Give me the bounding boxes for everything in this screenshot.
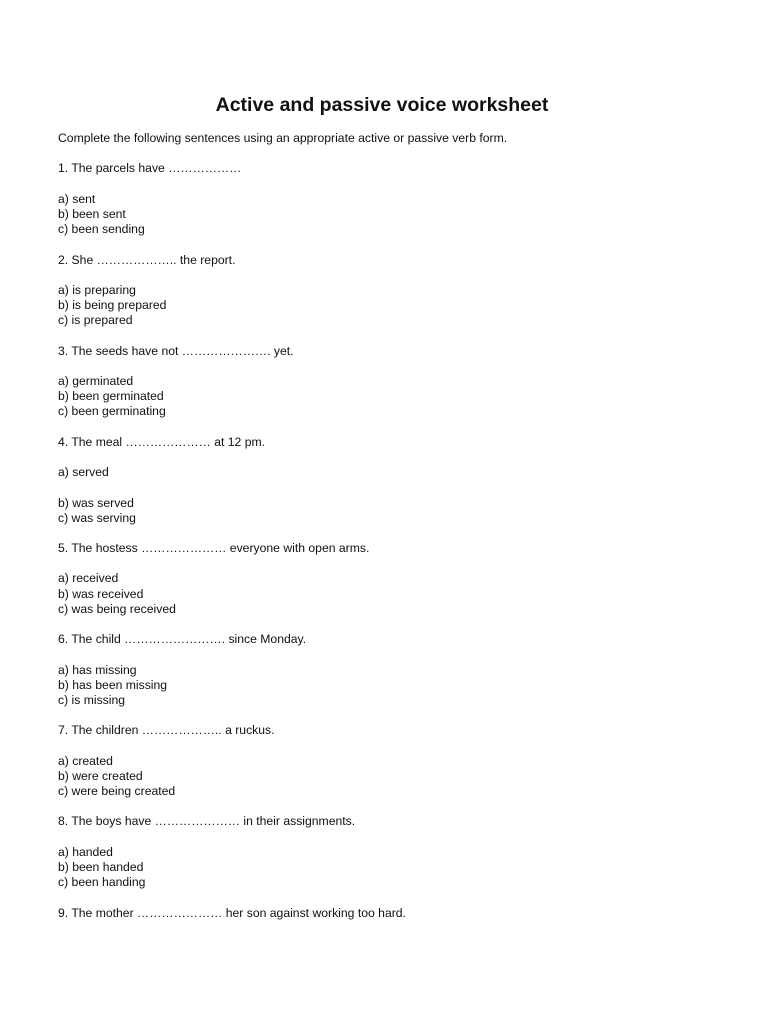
worksheet-title: Active and passive voice worksheet [215, 94, 549, 116]
question-6: 6. The child ……………………. since Monday. [58, 632, 307, 647]
option-5c: c) was being received [58, 601, 176, 616]
option-8c: c) been handing [58, 875, 146, 890]
option-1b: b) been sent [58, 206, 126, 221]
options-5 [58, 571, 738, 617]
instructions: Complete the following sentences using an appropriate active or passive verb form. [58, 131, 508, 145]
question-7: 7. The children ……………….. a ruckus. [58, 723, 275, 738]
options-2 [58, 283, 738, 329]
option-7b: b) were created [58, 768, 143, 783]
question-9: 9. The mother ………………… her son against working too hard. [58, 905, 406, 920]
options-4 [58, 465, 738, 526]
question-4: 4. The meal ………………… at 12 pm. [58, 434, 266, 449]
option-4c: c) was serving [58, 510, 136, 525]
question-8: 8. The boys have ………………… in their assignments. [58, 814, 356, 829]
option-3c: c) been germinating [58, 404, 166, 419]
options-3 [58, 374, 738, 420]
option-4b: b) was served [58, 495, 134, 510]
option-1c: c) been sending [58, 222, 145, 237]
question-3: 3. The seeds have not …………………. yet. [58, 343, 294, 358]
option-5b: b) was received [58, 586, 144, 601]
option-1a: a) sent [58, 191, 96, 206]
option-5a: a) received [58, 571, 119, 586]
options-6 [58, 663, 738, 709]
option-2b: b) is being prepared [58, 298, 167, 313]
blank-line [58, 480, 738, 495]
options-7 [58, 754, 738, 800]
option-2a: a) is preparing [58, 282, 136, 297]
option-2c: c) is prepared [58, 313, 133, 328]
question-2: 2. She ……………….. the report. [58, 252, 236, 267]
option-7a: a) created [58, 753, 113, 768]
option-7c: c) were being created [58, 784, 176, 799]
option-6a: a) has missing [58, 662, 137, 677]
option-6b: b) has been missing [58, 677, 168, 692]
options-8 [58, 845, 738, 891]
option-8a: a) handed [58, 844, 113, 859]
option-3a: a) germinated [58, 374, 134, 388]
worksheet-content [58, 131, 738, 936]
question-5: 5. The hostess ………………… everyone with open arms. [58, 541, 370, 556]
option-6c: c) is missing [58, 692, 126, 707]
option-8b: b) been handed [58, 860, 144, 874]
option-4a: a) served [58, 465, 109, 480]
option-3b: b) been germinated [58, 389, 164, 404]
options-1 [58, 192, 738, 238]
question-1: 1. The parcels have ……………… [58, 161, 242, 176]
